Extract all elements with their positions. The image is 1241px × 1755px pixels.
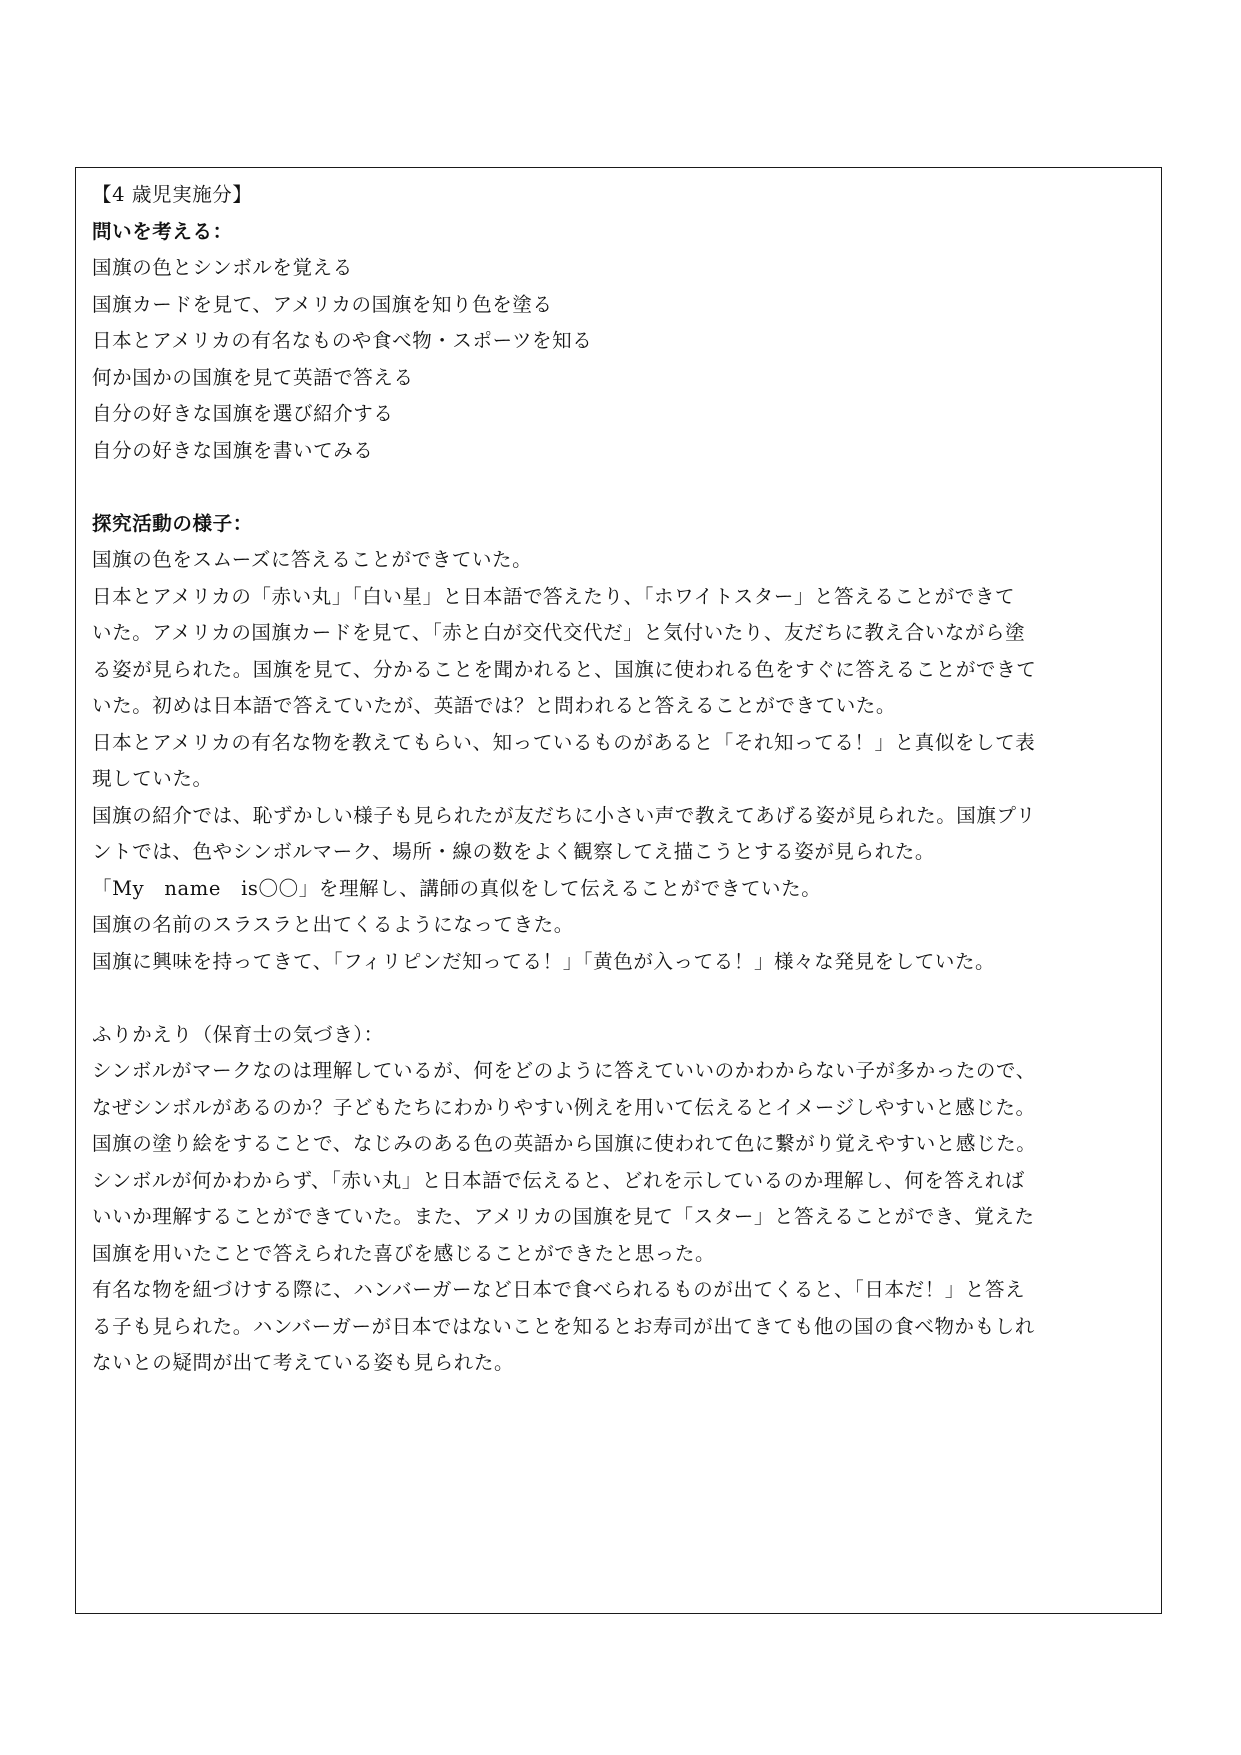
question-item: 何か国かの国旗を見て英語で答える: [92, 365, 414, 389]
reflection-line: シンボルが何かわからず、「赤い丸」と日本語で伝えると、どれを示しているのか理解し、何を答えれば: [92, 1168, 1025, 1192]
report-content: [92, 177, 1152, 1382]
activity-line: 国旗の名前のスラスラと出てくるようになってきた。: [92, 913, 574, 936]
activity-line: 国旗の色をスムーズに答えることができていた。: [92, 548, 533, 571]
question-item: 日本とアメリカの有名なものや食べ物・スポーツを知る: [92, 329, 593, 352]
question-item: 国旗カードを見て、アメリカの国旗を知り色を塗る: [92, 292, 553, 316]
section-spacer: [92, 980, 1152, 1017]
activity-line: 国旗に興味を持ってきて、「フィリピンだ知ってる！」「黄色が入ってる！」様々な発見をしていた。: [92, 949, 996, 973]
activity-line: 現していた。: [92, 767, 213, 790]
questions-heading: 問いを考える：: [92, 219, 233, 243]
section-spacer: [92, 469, 1152, 506]
reflection-line: 有名な物を紐づけする際に、ハンバーガーなど日本で食べられるものが出てくると、「日本だ！」と答え: [92, 1278, 1026, 1301]
reflection-line: シンボルがマークなのは理解しているが、何をどのように答えていいのかわからない子が多かったので、: [92, 1059, 1036, 1082]
reflection-heading: ふりかえり（保育士の気づき）：: [92, 1022, 384, 1046]
activity-line: 日本とアメリカの「赤い丸」「白い星」と日本語で答えたり、「ホワイトスター」と答えることができて: [92, 584, 1016, 608]
question-item: 国旗の色とシンボルを覚える: [92, 256, 353, 279]
reflection-line: ないとの疑問が出て考えている姿も見られた。: [92, 1351, 515, 1374]
reflection-line: 国旗を用いたことで答えられた喜びを感じることができたと思った。: [92, 1241, 716, 1265]
reflection-line: いいか理解することができていた。また、アメリカの国旗を見て「スター」と答えることができ、覚えた: [92, 1205, 1035, 1228]
activity-line: 日本とアメリカの有名な物を教えてもらい、知っているものがあると「それ知ってる！」と真似をして表: [92, 730, 1036, 754]
activity-line: 国旗の紹介では、恥ずかしい様子も見られたが友だちに小さい声で教えてあげる姿が見られた。国旗プリ: [92, 803, 1036, 827]
activity-line: いた。初めは日本語で答えていたが、英語では？と問われると答えることができていた。: [92, 694, 897, 717]
activity-line: ントでは、色やシンボルマーク、場所・線の数をよく観察してえ描こうとする姿が見られた。: [92, 840, 935, 863]
question-item: 自分の好きな国旗を選び紹介する: [92, 402, 394, 425]
question-item: 自分の好きな国旗を書いてみる: [92, 438, 374, 462]
report-header: 【4 歳児実施分】: [92, 183, 253, 206]
reflection-line: る子も見られた。ハンバーガーが日本ではないことを知るとお寿司が出てきても他の国の食べ物かもしれ: [92, 1314, 1035, 1338]
activity-line: いた。アメリカの国旗カードを見て、「赤と白が交代交代だ」と気付いたり、友だちに教え合いながら塗: [92, 621, 1026, 644]
reflection-line: 国旗の塗り絵をすることで、なじみのある色の英語から国旗に使われて色に繋がり覚えやすいと感じた。: [92, 1132, 1037, 1155]
reflection-line: なぜシンボルがあるのか？子どもたちにわかりやすい例えを用いて伝えるとイメージしやすいと感じた。: [92, 1095, 1036, 1119]
activity-line: る姿が見られた。国旗を見て、分かることを聞かれると、国旗に使われる色をすぐに答えることができて: [92, 657, 1037, 681]
activity-line: 「My name is〇〇」を理解し、講師の真似をして伝えることができていた。: [92, 876, 822, 900]
activity-heading: 探究活動の様子：: [92, 511, 253, 535]
